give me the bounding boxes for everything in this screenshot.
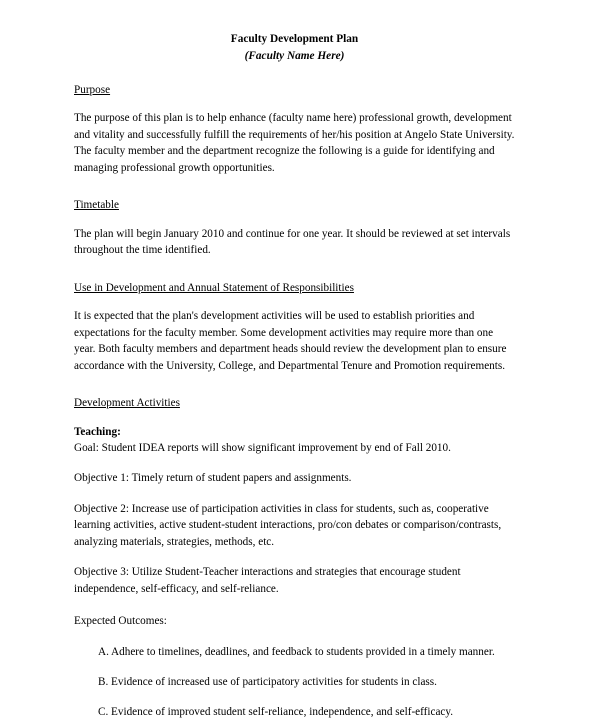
section-paragraph-timetable: The plan will begin January 2010 and continue for one year. It should be reviewed at set intervals throughout the time identified. xyxy=(74,227,511,257)
document-body xyxy=(74,32,515,721)
section-paragraph-use-in-development: It is expected that the plan's development activities will be used to establish priorities and expectations for the faculty member. Some development activities may require more than one year. Both faculty members and department heads should review the development plan to ensure accordance with the University, College, and Departmental Tenure and Promotion requirements. xyxy=(74,310,507,372)
subheading-teaching: Teaching: xyxy=(74,425,121,438)
objective-3: Objective 3: Utilize Student-Teacher interactions and strategies that encourage student independence, self-efficacy, and self-reliance. xyxy=(74,566,461,595)
section-paragraph-purpose: The purpose of this plan is to help enhance (faculty name here) professional growth, development and vitality and successfully fulfill the requirements of her/his position at Angelo State University. The faculty member and the department recognize the following is a guide for identifying and managing professional growth opportunities. xyxy=(74,112,515,174)
section-heading-use-in-development: Use in Development and Annual Statement of Responsibilities xyxy=(74,281,354,294)
list-item: A. Adhere to timelines, deadlines, and feedback to students provided in a timely manner. xyxy=(98,645,495,658)
section-heading-timetable: Timetable xyxy=(74,198,119,211)
document-title: Faculty Development Plan xyxy=(230,33,359,45)
list-item: C. Evidence of improved student self-reliance, independence, and self-efficacy. xyxy=(98,706,454,719)
objective-2: Objective 2: Increase use of participation activities in class for students, such as, cooperative learning activities, active student-student interactions, pro/con debates or comparison/contrasts, analyzing materials, strategies, methods, etc. xyxy=(74,502,502,548)
teaching-goal: Goal: Student IDEA reports will show significant improvement by end of Fall 2010. xyxy=(74,441,451,454)
list-item: B. Evidence of increased use of participatory activities for students in class. xyxy=(98,676,437,689)
section-heading-purpose: Purpose xyxy=(74,83,111,96)
document-subtitle: (Faculty Name Here) xyxy=(244,50,345,63)
section-heading-development-activities: Development Activities xyxy=(74,397,180,410)
objective-1: Objective 1: Timely return of student papers and assignments. xyxy=(74,472,352,485)
expected-outcomes-label: Expected Outcomes: xyxy=(74,615,167,628)
